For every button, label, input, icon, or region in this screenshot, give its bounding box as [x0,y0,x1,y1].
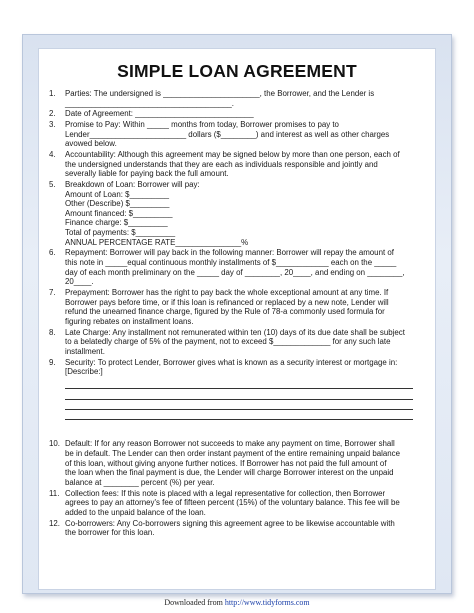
clause-line: refund the unearned finance charge, figured by the Rule of 78-a commonly used formula for [65,307,385,317]
clause-item [49,519,427,538]
clause-item [49,358,427,439]
clause-line: avowed below. [65,139,117,149]
clause-line: to a belatedly charge of 5% of the payment, not to exceed $_____________ for any such late [65,337,391,347]
clause-number: 8. [49,327,56,337]
footer [0,598,474,607]
clause-line: the undersigned understands that they are each as individuals responsible and jointly and [65,159,378,169]
clause-line: Collection fees: If this note is placed with a legal representative for collection, then Borrower [65,488,386,498]
clause-number: 7. [49,288,56,297]
clause-line: ______________________________________. [65,98,234,108]
clause-line: Amount financed: $_________ [65,208,173,218]
blank-line[interactable] [65,389,413,399]
clause-line: Accountability: Although this agreement may be signed below by more than one person, each of [65,150,400,160]
clause-text [65,519,427,538]
clause-line: the borrower for this loan. [65,528,155,538]
clause-line: Security: To protect Lender, Borrower gives what is known as a security interest or mortgage in: [65,357,398,367]
blank-line[interactable] [65,410,413,420]
clause-item [49,120,427,149]
clause-text [65,288,427,326]
clause-text [65,109,427,119]
clause-line: Other (Describe) $_________ [65,199,170,209]
clause-text [65,150,427,179]
clause-item [49,89,427,108]
clause-text [65,358,427,439]
clause-line: Prepayment: Borrower has the right to pay back the whole exceptional amount at any time. If [65,288,389,297]
clause-line: severally liable for paying back the full amount. [65,169,229,179]
clause-line: balance at ________ percent (%) per year. [65,477,215,487]
describe-lines [65,379,427,421]
clause-number: 6. [49,248,56,258]
clause-line: day of each month preliminary on the _____ day of ________, 20____, and ending on ________, [65,267,405,277]
clause-line: Borrower pays before time, or if this loan is refinanced or replaced by a new note, Lender will [65,297,389,307]
clause-number: 9. [49,357,56,367]
clause-line: Parties: The undersigned is ______________________, the Borrower, and the Lender is [65,89,375,98]
clause-line: Total of payments: $_________ [65,228,176,238]
clause-line: Co-borrowers: Any Co-borrowers signing this agreement agree to be likewise accountable with [65,518,395,528]
clause-line: the loan when the final payment is due, the Lender will charge Borrower interest on the unpaid [65,468,394,478]
clause-number: 11. [49,488,60,498]
clause-line: this note in _____equal continuous monthly installments of $____________ each on the _____ [65,258,397,268]
clause-line: [Describe:] [65,367,103,377]
clause-line: Promise to Pay: Within _____ months from today, Borrower promises to pay to [65,120,339,130]
clause-text [65,328,427,357]
spacer [65,420,427,438]
clause-line: Date of Agreement: ___________________________ [65,109,254,119]
clause-line: be in default. The Lender can then order instant payment of the entire remaining unpaid balance [65,449,400,459]
clause-line: Repayment: Borrower will pay back in the following manner: Borrower will repay the amount of [65,248,394,258]
clause-item [49,248,427,286]
clause-text [65,489,427,518]
clause-line: Finance charge: $_________ [65,218,168,228]
clause-number: 4. [49,150,56,160]
clause-number: 1. [49,89,56,98]
footer-prefix: Downloaded from [164,598,225,607]
clause-item [49,150,427,179]
clause-line: ANNUAL PERCENTAGE RATE_______________% [65,237,249,247]
clause-line: 20____. [65,277,94,287]
clause-item [49,439,427,487]
clause-number: 12. [49,518,60,528]
blank-line[interactable] [65,400,413,410]
clause-line: installment. [65,346,105,356]
clause-text [65,180,427,247]
clause-line: Late Charge: Any installment not remunerated within ten (10) days of its due date shall be subject [65,327,405,337]
clause-number: 10. [49,439,60,449]
clause-item [49,109,427,119]
clause-list [49,89,427,539]
clause-line: figuring rebates on installment loans. [65,316,194,326]
clause-line: of this loan, without giving anyone further notices. If Borrower has not paid the full amount of [65,458,387,468]
clause-number: 3. [49,120,56,130]
clause-number: 5. [49,180,56,190]
clause-line: Default: If for any reason Borrower not succeeds to make any payment on time, Borrower shall [65,439,395,449]
clause-line: Breakdown of Loan: Borrower will pay: [65,180,200,190]
clause-text [65,248,427,286]
clause-text [65,439,427,487]
clause-item [49,328,427,357]
document-page [38,48,436,590]
clause-line: Amount of Loan: $_________ [65,189,169,199]
clause-text [65,89,427,108]
document-title: SIMPLE LOAN AGREEMENT [117,61,357,81]
clause-line: agrees to pay an attorney's fee of fifteen percent (15%) of the voluntary balance. This fee will be [65,498,400,508]
clause-item [49,180,427,247]
clause-item [49,489,427,518]
clause-item [49,288,427,326]
clause-number: 2. [49,109,56,119]
clause-line: Lender______________________ dollars ($________) and interest as well as other charges [65,129,390,139]
blank-line[interactable] [65,379,413,389]
clause-line: added to the unpaid balance of the loan. [65,507,206,517]
clause-text [65,120,427,149]
footer-link[interactable]: http://www.tidyforms.com [224,598,310,607]
